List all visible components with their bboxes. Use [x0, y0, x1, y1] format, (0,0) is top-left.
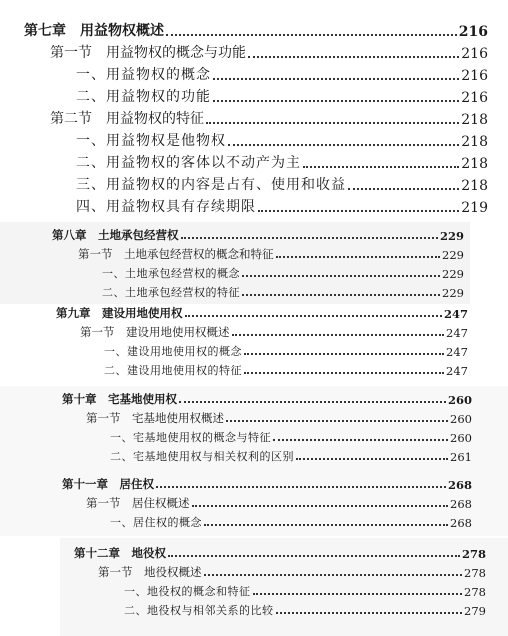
toc-block-chapter-9 [0, 302, 508, 378]
dot-leader [213, 77, 459, 80]
dot-leader [248, 55, 459, 58]
toc-page-number: 229 [442, 267, 464, 281]
toc-section-entry [0, 492, 508, 511]
toc-page-number: 247 [443, 307, 468, 321]
toc-item-entry [0, 62, 508, 84]
toc-page-number: 260 [450, 431, 472, 445]
toc-entry-title: 第一节 用益物权的概念与功能 [50, 45, 246, 61]
toc-page-number: 278 [461, 547, 486, 561]
toc-entry-title: 四、用益物权具有存续期限 [76, 199, 256, 215]
toc-item-entry [0, 194, 508, 216]
toc-entry-title: 一、用益物权的概念 [76, 67, 211, 83]
toc-entry-title: 第一节 居住权概述 [86, 496, 190, 510]
dot-leader [276, 255, 441, 258]
toc-page-number: 278 [464, 566, 486, 580]
toc-item-entry [0, 262, 508, 281]
dot-leader [258, 209, 459, 212]
dot-leader [168, 554, 460, 557]
toc-entry-title: 一、建设用地使用权的概念 [104, 345, 242, 358]
toc-entry-title: 第一节 地役权概述 [98, 565, 202, 579]
dot-leader [228, 143, 459, 146]
toc-entry-title: 二、宅基地使用权与相关权利的区别 [110, 450, 294, 463]
toc-block-chapter-10 [0, 388, 508, 464]
toc-block-chapter-12 [0, 542, 508, 618]
toc-entry-title: 二、用益物权的功能 [76, 89, 211, 105]
dot-leader [244, 371, 444, 374]
dot-leader [276, 611, 463, 614]
toc-item-entry [0, 172, 508, 194]
toc-entry-title: 第八章 土地承包经营权 [52, 228, 179, 242]
toc-section-entry [0, 243, 508, 262]
dot-leader [185, 314, 442, 317]
toc-entry-title: 一、用益物权是他物权 [76, 133, 226, 149]
toc-section-entry [0, 106, 508, 128]
toc-page-number: 218 [461, 178, 488, 194]
toc-item-entry [0, 340, 508, 359]
toc-entry-title: 第一节 宅基地使用权概述 [86, 411, 224, 425]
toc-entry-title: 第九章 建设用地使用权 [56, 306, 183, 320]
toc-item-entry [0, 426, 508, 445]
toc-page-number: 247 [446, 345, 468, 359]
toc-entry-title: 第一节 土地承包经营权的概念和特征 [78, 247, 274, 261]
dot-leader [181, 236, 438, 239]
toc-section-entry [0, 561, 508, 580]
toc-page-number: 278 [464, 585, 486, 599]
toc-entry-title: 一、宅基地使用权的概念与特征 [110, 431, 271, 444]
toc-section-entry [0, 321, 508, 340]
toc-page-number: 268 [447, 478, 472, 492]
dot-leader [166, 33, 457, 36]
dot-leader [242, 293, 440, 296]
toc-block-chapter-11 [0, 473, 508, 530]
toc-entry-title: 第七章 用益物权概述 [24, 23, 164, 39]
toc-page-number: 260 [447, 393, 472, 407]
dot-leader [213, 99, 459, 102]
toc-page-number: 247 [446, 364, 468, 378]
toc-page-number: 279 [464, 604, 486, 618]
toc-entry-title: 二、建设用地使用权的特征 [104, 364, 242, 377]
toc-section-entry [0, 40, 508, 62]
toc-chapter-entry [0, 542, 508, 561]
toc-entry-title: 二、用益物权的客体以不动产为主 [76, 155, 301, 171]
toc-page-number: 268 [450, 497, 472, 511]
toc-item-entry [0, 281, 508, 300]
toc-item-entry [0, 599, 508, 618]
dot-leader [206, 121, 459, 124]
toc-chapter-entry [0, 18, 508, 40]
toc-page-number: 218 [461, 156, 488, 172]
toc-chapter-entry [0, 473, 508, 492]
dot-leader [348, 187, 459, 190]
dot-leader [303, 165, 459, 168]
toc-entry-title: 第一节 建设用地使用权概述 [80, 325, 230, 339]
dot-leader [156, 485, 446, 488]
toc-entry-title: 二、地役权与相邻关系的比较 [124, 604, 274, 617]
dot-leader [253, 592, 463, 595]
toc-page-number: 216 [461, 90, 488, 106]
toc-entry-title: 一、居住权的概念 [110, 516, 202, 529]
toc-entry-title: 第二节 用益物权的特征 [50, 111, 204, 127]
dot-leader [273, 438, 448, 441]
toc-entry-title: 二、土地承包经营权的特征 [102, 286, 240, 299]
toc-page-number: 247 [446, 326, 468, 340]
toc-block-chapter-8 [0, 224, 508, 300]
toc-entry-title: 三、用益物权的内容是占有、使用和收益 [76, 177, 346, 193]
toc-item-entry [0, 150, 508, 172]
dot-leader [192, 504, 449, 507]
toc-section-entry [0, 407, 508, 426]
toc-entry-title: 一、土地承包经营权的概念 [102, 267, 240, 280]
dot-leader [179, 400, 446, 403]
toc-page-number: 218 [461, 112, 488, 128]
toc-chapter-entry [0, 302, 508, 321]
dot-leader [244, 352, 444, 355]
toc-item-entry [0, 580, 508, 599]
toc-item-entry [0, 511, 508, 530]
toc-page-number: 268 [450, 516, 472, 530]
toc-page-number: 216 [461, 46, 488, 62]
toc-page-number: 216 [461, 68, 488, 84]
dot-leader [232, 333, 445, 336]
dot-leader [296, 457, 448, 460]
toc-item-entry [0, 84, 508, 106]
toc-item-entry [0, 445, 508, 464]
toc-page-number: 260 [450, 412, 472, 426]
toc-entry-title: 一、地役权的概念和特征 [124, 585, 251, 598]
dot-leader [226, 419, 448, 422]
toc-chapter-entry [0, 224, 508, 243]
toc-page-number: 229 [442, 248, 464, 262]
toc-page-number: 229 [439, 229, 464, 243]
toc-entry-title: 第十章 宅基地使用权 [62, 392, 177, 406]
toc-page-number: 216 [458, 24, 488, 40]
toc-page-number: 261 [450, 450, 472, 464]
dot-leader [204, 573, 463, 576]
toc-block-chapter-7 [0, 18, 508, 216]
toc-chapter-entry [0, 388, 508, 407]
toc-page-number: 218 [461, 134, 488, 150]
toc-page-number: 229 [442, 286, 464, 300]
toc-entry-title: 第十一章 居住权 [62, 477, 154, 491]
toc-entry-title: 第十二章 地役权 [74, 546, 166, 560]
dot-leader [204, 523, 448, 526]
toc-item-entry [0, 359, 508, 378]
toc-page-number: 219 [461, 200, 488, 216]
toc-item-entry [0, 128, 508, 150]
dot-leader [242, 274, 440, 277]
